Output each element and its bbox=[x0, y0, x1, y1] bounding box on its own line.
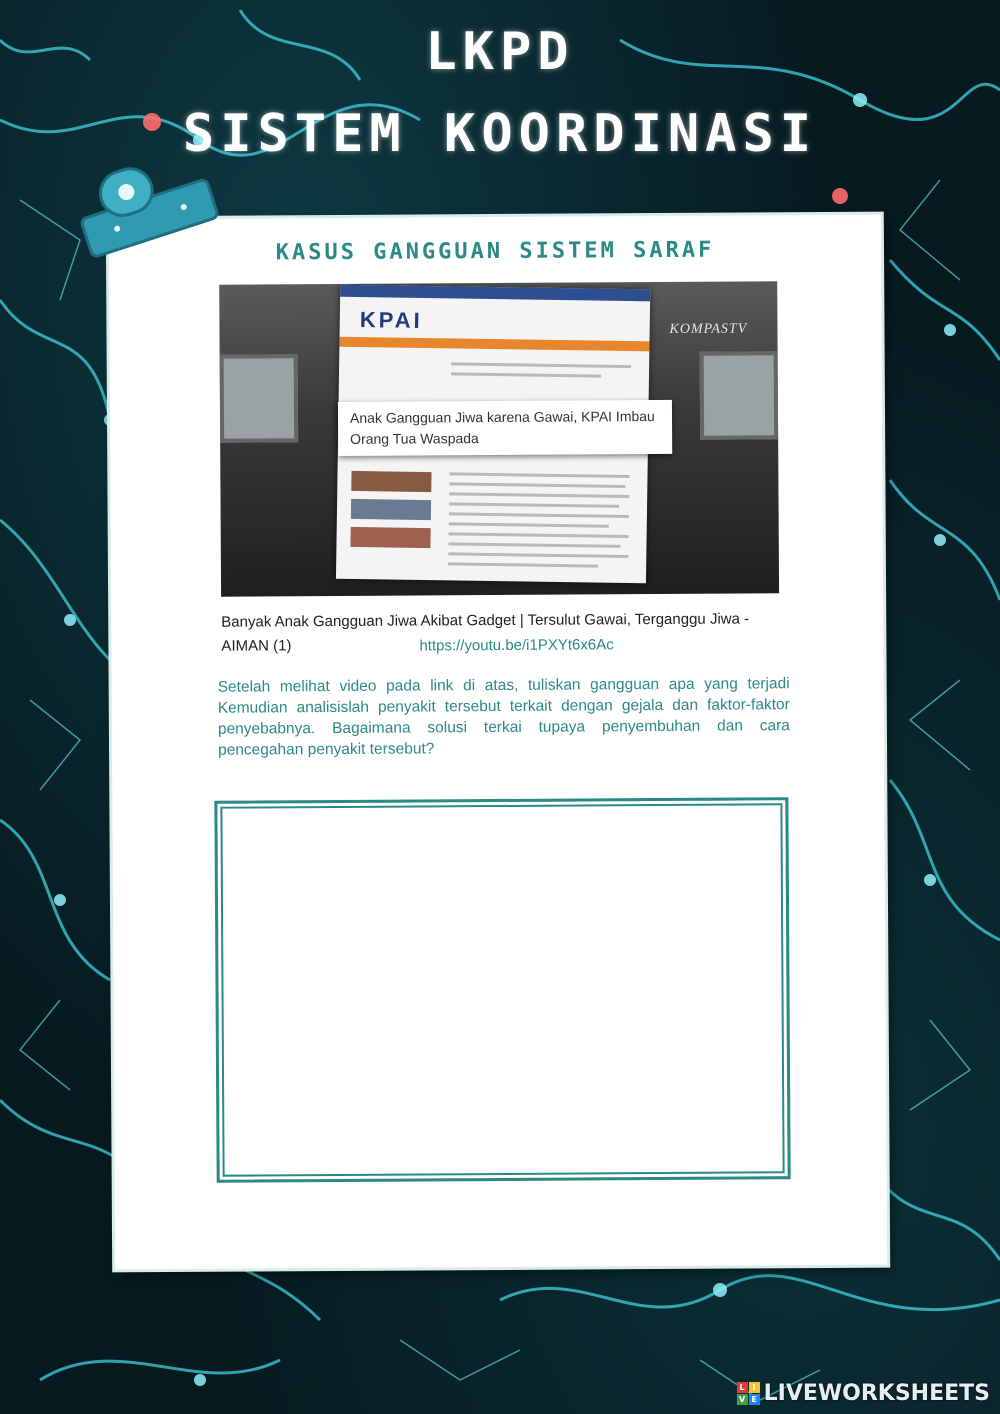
thumbnail bbox=[351, 499, 431, 520]
text-line bbox=[448, 542, 620, 548]
window-frame bbox=[220, 354, 299, 442]
section-title: KASUS GANGGUAN SISTEM SARAF bbox=[275, 237, 715, 266]
kompastv-watermark: KOMPASTV bbox=[669, 321, 748, 337]
text-line bbox=[451, 372, 601, 377]
kpai-logo: KPAI bbox=[359, 307, 423, 333]
liveworksheets-brand-text: LIVEWORKSHEETS bbox=[763, 1381, 990, 1406]
news-headline-line2: Orang Tua Waspada bbox=[350, 430, 479, 447]
badge-letter: V bbox=[737, 1394, 748, 1405]
text-line bbox=[448, 552, 628, 558]
page-title-line1: LKPD bbox=[425, 22, 575, 82]
text-line bbox=[449, 492, 629, 498]
video-title: Banyak Anak Gangguan Jiwa Akibat Gadget | Tersulut Gawai, Terganggu Jiwa - AIMAN (1) bbox=[221, 610, 750, 655]
thumbnail bbox=[351, 471, 431, 492]
text-line bbox=[449, 482, 625, 488]
text-line bbox=[448, 562, 598, 567]
news-headline-line1: Anak Gangguan Jiwa karena Gawai, KPAI Imbau bbox=[349, 408, 655, 426]
liveworksheets-badge-icon bbox=[737, 1382, 760, 1405]
text-line bbox=[451, 362, 631, 368]
text-line bbox=[449, 522, 609, 527]
badge-letter: L bbox=[737, 1382, 748, 1393]
kpai-menu-bar bbox=[339, 337, 649, 352]
news-headline-box bbox=[338, 400, 672, 456]
badge-letter: E bbox=[749, 1394, 760, 1405]
instruction-text: Setelah melihat video pada link di atas, tuliskan gangguan apa yang terjadi Kemudian analisislah penyakit tersebut terkait dengan gejala dan faktor-faktor penyebabnya. Bagaimana solusi terkai tupaya penyembuhan dan cara pencegahan penyakit tersebut? bbox=[217, 675, 790, 759]
clipboard-clip-icon bbox=[62, 148, 222, 268]
badge-letter: I bbox=[749, 1382, 760, 1393]
answer-textarea[interactable] bbox=[214, 797, 790, 1182]
worksheet-paper bbox=[109, 215, 887, 1270]
kpai-nav-bar bbox=[340, 285, 650, 302]
text-line bbox=[449, 512, 629, 518]
video-link[interactable]: https://youtu.be/i1PXYt6x6Ac bbox=[419, 636, 614, 655]
liveworksheets-logo bbox=[737, 1381, 990, 1406]
news-screenshot-image bbox=[219, 281, 779, 596]
text-line bbox=[449, 532, 629, 538]
page-title-line2: SISTEM KOORDINASI bbox=[182, 104, 818, 164]
thumbnail bbox=[350, 527, 430, 548]
text-line bbox=[450, 472, 630, 478]
window-frame bbox=[700, 351, 779, 439]
text-line bbox=[449, 502, 619, 508]
